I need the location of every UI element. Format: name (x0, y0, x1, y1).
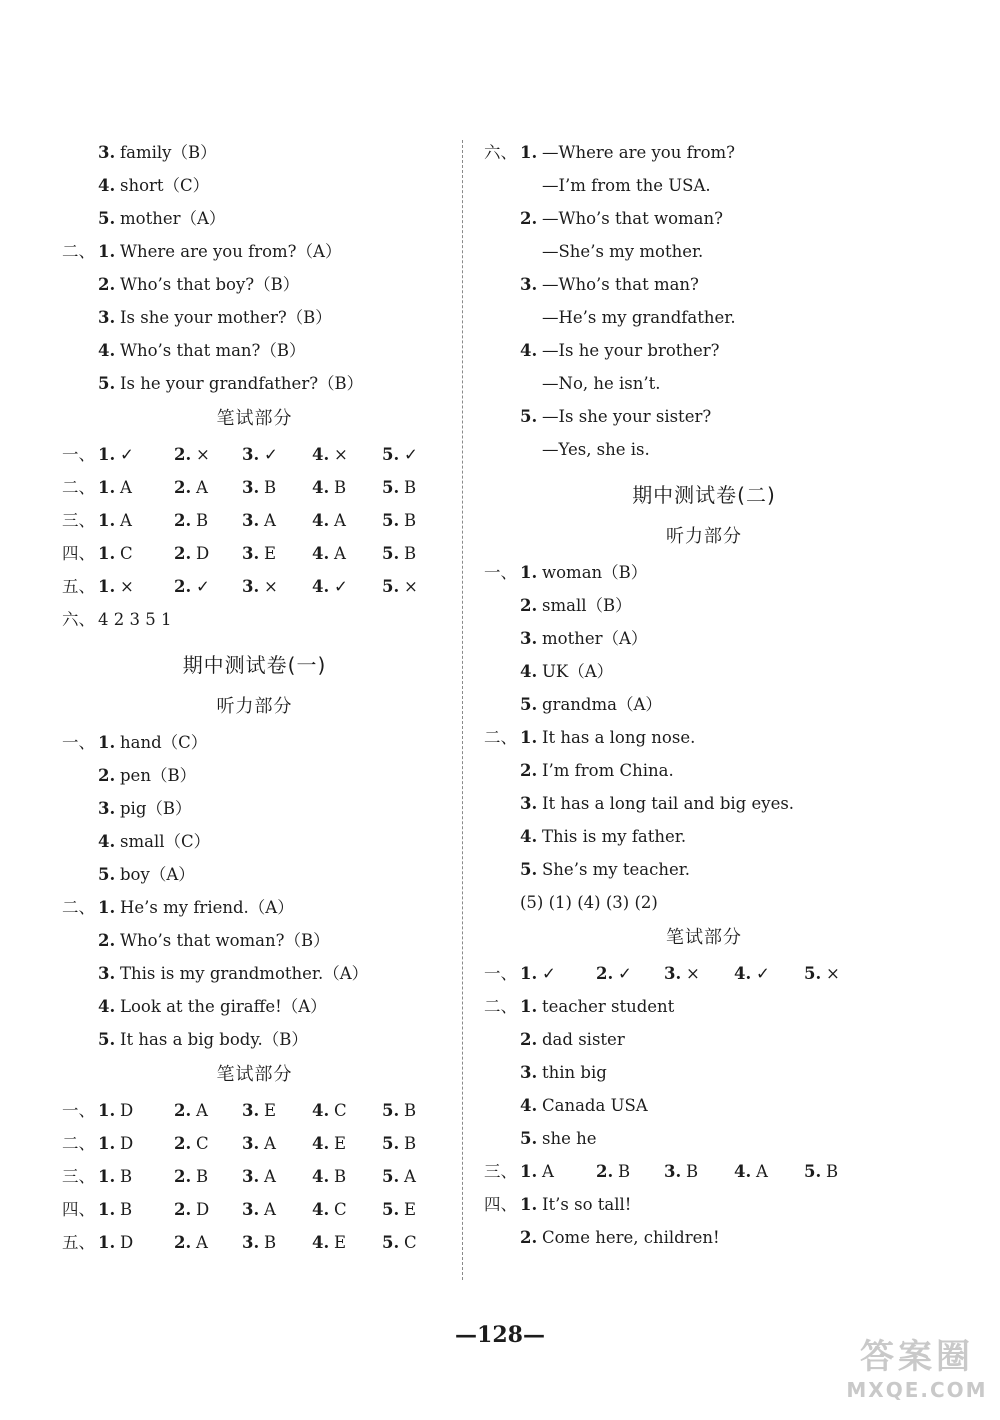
answer-value: × (826, 964, 840, 983)
answer-cell (382, 1193, 416, 1226)
answer-value: A (264, 1134, 276, 1153)
answer-number: 2. (596, 964, 614, 983)
answer-number: 3. (242, 1134, 260, 1153)
answer-value: B (404, 511, 417, 530)
answer-cell (312, 1193, 347, 1226)
answer-number: 1. (98, 1101, 116, 1120)
section-title: 听力部分 (666, 526, 742, 547)
answer-row (62, 471, 447, 504)
answer-cell (242, 1094, 276, 1127)
answer-value: E (264, 544, 277, 563)
list-item: 3. This is my grandmother.（A） (98, 964, 369, 983)
answer-value: A (542, 1162, 554, 1181)
list-item: 2. Who’s that boy?（B） (98, 275, 300, 294)
list-item: 2. I’m from China. (520, 761, 674, 780)
list-item: 3. family（B） (98, 143, 217, 162)
exam-title: 期中测试卷(二) (632, 483, 776, 507)
answer-number: 5. (382, 1101, 400, 1120)
answer-number: 2. (174, 1134, 192, 1153)
answer-value: B (686, 1162, 699, 1181)
answer-value: ✓ (542, 964, 556, 983)
answer-cell (312, 1127, 346, 1160)
answer-cell (242, 471, 276, 504)
answer-cell (98, 438, 134, 471)
answer-cell (312, 1226, 346, 1259)
list-item: 4. Look at the giraffe!（A） (98, 997, 327, 1016)
answer-cell (242, 1127, 276, 1160)
answer-number: 5. (382, 577, 400, 596)
answer-value: ✓ (120, 445, 134, 464)
answer-cell (98, 537, 133, 570)
answer-number: 3. (664, 1162, 682, 1181)
answer-value: B (404, 1101, 417, 1120)
answer-number: 5. (382, 445, 400, 464)
answer-value: A (264, 1167, 276, 1186)
answer-cell (382, 570, 418, 603)
answer-number: 2. (174, 445, 192, 464)
list-item: 2. Who’s that woman?（B） (98, 931, 330, 950)
answer-number: 1. (98, 1233, 116, 1252)
answer-cell (174, 1226, 208, 1259)
list-item: 二、 1. He’s my friend.（A） (62, 898, 294, 917)
answer-number: 3. (242, 445, 260, 464)
answer-value: B (826, 1162, 839, 1181)
right-column (484, 136, 924, 1254)
answer-value: E (334, 1134, 347, 1153)
list-item: 5. boy（A） (98, 865, 195, 884)
list-item: —He’s my grandfather. (542, 308, 736, 327)
answer-value: ✓ (334, 577, 348, 596)
answer-number: 4. (312, 445, 330, 464)
answer-row (62, 570, 447, 603)
answer-cell (382, 1127, 416, 1160)
answer-cell (596, 957, 632, 990)
answer-value: A (756, 1162, 768, 1181)
answer-number: 5. (382, 1167, 400, 1186)
list-item: 4. —Is he your brother? (520, 341, 720, 360)
answer-cell (382, 438, 418, 471)
answer-value: D (120, 1101, 134, 1120)
answer-value: B (264, 478, 277, 497)
list-item: 一、 1. woman（B） (484, 563, 648, 582)
answer-value: D (120, 1233, 134, 1252)
answer-cell (242, 1226, 276, 1259)
answer-number: 1. (98, 445, 116, 464)
answer-value: A (196, 1233, 208, 1252)
answer-number: 3. (664, 964, 682, 983)
left-column (62, 136, 447, 1259)
answer-value: C (404, 1233, 417, 1252)
answer-value: B (618, 1162, 631, 1181)
answer-cell (242, 537, 276, 570)
answer-cell (382, 471, 416, 504)
list-item: 4. UK（A） (520, 662, 614, 681)
row-label: 一、 (62, 1101, 95, 1120)
answer-cell (312, 1160, 346, 1193)
answer-number: 2. (596, 1162, 614, 1181)
answer-value: B (196, 1167, 209, 1186)
list-item: 二、 1. teacher student (484, 997, 675, 1016)
answer-number: 2. (174, 478, 192, 497)
answer-grid (484, 1155, 924, 1188)
row-label: 四、 (62, 544, 95, 563)
answer-value: D (196, 544, 210, 563)
answer-cell (382, 537, 416, 570)
answer-cell (174, 537, 209, 570)
column-divider (462, 140, 463, 1280)
list-item: 5. It has a big body.（B） (98, 1030, 308, 1049)
answer-cell (174, 1160, 208, 1193)
answer-cell (242, 438, 278, 471)
answer-cell (312, 537, 346, 570)
list-item: —Yes, she is. (542, 440, 650, 459)
list-item: (5) (1) (4) (3) (2) (520, 893, 658, 912)
answer-row (62, 1193, 447, 1226)
page-number: —128— (455, 1322, 545, 1348)
answer-number: 5. (804, 1162, 822, 1181)
list-item: 3. —Who’s that man? (520, 275, 699, 294)
answer-number: 4. (312, 1167, 330, 1186)
list-item: 4. Who’s that man?（B） (98, 341, 306, 360)
answer-cell (98, 1193, 132, 1226)
answer-number: 4. (312, 1200, 330, 1219)
answer-cell (312, 1094, 347, 1127)
section-title: 听力部分 (216, 696, 293, 717)
answer-number: 4. (312, 478, 330, 497)
exam-title: 期中测试卷(一) (182, 653, 327, 677)
answer-value: C (334, 1101, 347, 1120)
row-label: 三、 (62, 1167, 95, 1186)
list-item: 5. mother（A） (98, 209, 226, 228)
row-label: 三、 (484, 1162, 517, 1181)
list-item: 4. short（C） (98, 176, 210, 195)
answer-cell (804, 1155, 838, 1188)
answer-number: 3. (242, 1200, 260, 1219)
answer-value: B (404, 544, 417, 563)
answer-cell (664, 957, 700, 990)
answer-cell (98, 504, 132, 537)
answer-row (62, 1226, 447, 1259)
answer-row (62, 537, 447, 570)
answer-value: ✓ (756, 964, 770, 983)
answer-row (62, 1094, 447, 1127)
answer-cell (382, 1160, 416, 1193)
answer-grid (484, 957, 924, 990)
answer-value: A (120, 478, 132, 497)
answer-value: D (120, 1134, 134, 1153)
answer-number: 2. (174, 544, 192, 563)
answer-cell (98, 1094, 133, 1127)
answer-number: 3. (242, 544, 260, 563)
answer-value: A (196, 1101, 208, 1120)
answer-cell (242, 570, 278, 603)
answer-number: 1. (98, 544, 116, 563)
answer-cell (98, 1160, 132, 1193)
row-label: 一、 (484, 964, 517, 983)
row-label: 三、 (62, 511, 95, 530)
answer-number: 2. (174, 1167, 192, 1186)
answer-row (484, 957, 924, 990)
answer-cell (734, 1155, 768, 1188)
answer-number: 5. (382, 511, 400, 530)
answer-number: 4. (312, 544, 330, 563)
answer-value: × (264, 577, 278, 596)
watermark-text: 答案圈 (860, 1337, 974, 1377)
answer-value: C (196, 1134, 209, 1153)
answer-number: 5. (804, 964, 822, 983)
answer-value: B (334, 1167, 347, 1186)
answer-number: 1. (98, 478, 116, 497)
list-item: 5. she he (520, 1129, 597, 1148)
list-item: —She’s my mother. (542, 242, 704, 261)
list-item: 六、 1. —Where are you from? (484, 143, 736, 162)
answer-value: B (264, 1233, 277, 1252)
answer-cell (804, 957, 840, 990)
answer-cell (174, 1094, 208, 1127)
list-item: 4. This is my father. (520, 827, 687, 846)
list-item: 3. mother（A） (520, 629, 648, 648)
answer-cell (242, 504, 276, 537)
answer-number: 5. (382, 1200, 400, 1219)
answer-value: B (120, 1200, 133, 1219)
answer-value: A (264, 511, 276, 530)
list-item: 二、 1. It has a long nose. (484, 728, 696, 747)
list-item: 一、 1. hand（C） (62, 733, 208, 752)
answer-cell (596, 1155, 630, 1188)
answer-value: ✓ (618, 964, 632, 983)
row-label: 四、 (62, 1200, 95, 1219)
answer-value: ✓ (264, 445, 278, 464)
answer-number: 4. (312, 1134, 330, 1153)
answer-value: × (120, 577, 134, 596)
answer-number: 4. (734, 964, 752, 983)
list-item: 5. Is he your grandfather?（B） (98, 374, 364, 393)
answer-number: 5. (382, 1233, 400, 1252)
answer-value: B (120, 1167, 133, 1186)
answer-cell (174, 1193, 209, 1226)
answer-cell (98, 570, 134, 603)
answer-cell (382, 1094, 416, 1127)
answer-number: 5. (382, 1134, 400, 1153)
answer-number: 2. (174, 511, 192, 530)
answer-cell (520, 1155, 554, 1188)
row-label: 五、 (62, 1233, 95, 1252)
list-item: 2. dad sister (520, 1030, 625, 1049)
list-item: 3. thin big (520, 1063, 607, 1082)
answer-value: A (120, 511, 132, 530)
answer-cell (312, 438, 348, 471)
list-item: 5. grandma（A） (520, 695, 662, 714)
list-item: 5. —Is she your sister? (520, 407, 712, 426)
answer-value: × (196, 445, 210, 464)
answer-grid (62, 438, 447, 603)
answer-cell (734, 957, 770, 990)
answer-value: × (686, 964, 700, 983)
list-item: 2. pen（B） (98, 766, 197, 785)
answer-number: 4. (312, 511, 330, 530)
answer-number: 5. (382, 544, 400, 563)
answer-number: 4. (312, 577, 330, 596)
list-item: 2. —Who’s that woman? (520, 209, 723, 228)
list-item: 六、 4 2 3 5 1 (62, 610, 172, 629)
answer-row (62, 504, 447, 537)
answer-value: D (196, 1200, 210, 1219)
answer-row (62, 1127, 447, 1160)
answer-value: A (264, 1200, 276, 1219)
answer-cell (98, 471, 132, 504)
answer-number: 1. (98, 511, 116, 530)
watermark-url: MXQE.COM (846, 1378, 988, 1402)
answer-row (62, 1160, 447, 1193)
answer-cell (242, 1160, 276, 1193)
answer-value: A (404, 1167, 416, 1186)
answer-number: 3. (242, 511, 260, 530)
answer-cell (312, 570, 348, 603)
answer-cell (242, 1193, 276, 1226)
answer-number: 5. (382, 478, 400, 497)
answer-value: × (334, 445, 348, 464)
row-label: 一、 (62, 445, 95, 464)
answer-value: C (334, 1200, 347, 1219)
answer-number: 2. (174, 1200, 192, 1219)
list-item: 4. Canada USA (520, 1096, 648, 1115)
list-item: 二、 1. Where are you from?（A） (62, 242, 342, 261)
answer-value: ✓ (196, 577, 210, 596)
answer-number: 4. (734, 1162, 752, 1181)
answer-value: B (196, 511, 209, 530)
list-item: 2. Come here, children! (520, 1228, 720, 1247)
answer-number: 3. (242, 1233, 260, 1252)
answer-cell (174, 504, 208, 537)
answer-cell (174, 570, 210, 603)
answer-row (62, 438, 447, 471)
answer-value: B (334, 478, 347, 497)
list-item: 5. She’s my teacher. (520, 860, 691, 879)
answer-cell (312, 504, 346, 537)
answer-value: E (334, 1233, 347, 1252)
answer-cell (520, 957, 556, 990)
list-item: 3. pig（B） (98, 799, 192, 818)
answer-number: 2. (174, 1101, 192, 1120)
answer-number: 1. (98, 1200, 116, 1219)
answer-number: 3. (242, 1101, 260, 1120)
answer-number: 3. (242, 577, 260, 596)
answer-number: 1. (520, 1162, 538, 1181)
answer-value: E (264, 1101, 277, 1120)
answer-value: A (334, 511, 346, 530)
answer-value: E (404, 1200, 417, 1219)
list-item: 3. Is she your mother?（B） (98, 308, 332, 327)
answer-cell (98, 1226, 133, 1259)
answer-cell (382, 1226, 417, 1259)
answer-cell (382, 504, 416, 537)
answer-cell (174, 471, 208, 504)
answer-cell (312, 471, 346, 504)
row-label: 五、 (62, 577, 95, 596)
section-title: 笔试部分 (216, 1064, 293, 1085)
answer-number: 3. (242, 1167, 260, 1186)
list-item: —No, he isn’t. (542, 374, 661, 393)
section-title: 笔试部分 (216, 408, 293, 429)
answer-value: A (196, 478, 208, 497)
list-item: 四、 1. It’s so tall! (484, 1195, 632, 1214)
list-item: —I’m from the USA. (542, 176, 711, 195)
answer-number: 1. (98, 1167, 116, 1186)
answer-number: 1. (520, 964, 538, 983)
answer-number: 4. (312, 1233, 330, 1252)
list-item: 2. small（B） (520, 596, 632, 615)
answer-number: 1. (98, 1134, 116, 1153)
answer-cell (98, 1127, 133, 1160)
answer-number: 4. (312, 1101, 330, 1120)
answer-number: 3. (242, 478, 260, 497)
answer-number: 1. (98, 577, 116, 596)
section-title: 笔试部分 (666, 927, 742, 948)
answer-cell (174, 1127, 209, 1160)
answer-number: 2. (174, 577, 192, 596)
answer-value: ✓ (404, 445, 418, 464)
answer-cell (174, 438, 210, 471)
answer-value: B (404, 1134, 417, 1153)
row-label: 二、 (62, 478, 95, 497)
answer-row (484, 1155, 924, 1188)
answer-value: A (334, 544, 346, 563)
list-item: 3. It has a long tail and big eyes. (520, 794, 795, 813)
answer-value: × (404, 577, 418, 596)
answer-value: C (120, 544, 133, 563)
watermark-logo (842, 1336, 992, 1410)
answer-number: 2. (174, 1233, 192, 1252)
answer-cell (664, 1155, 698, 1188)
list-item: 4. small（C） (98, 832, 211, 851)
row-label: 二、 (62, 1134, 95, 1153)
answer-value: B (404, 478, 417, 497)
answer-grid (62, 1094, 447, 1259)
